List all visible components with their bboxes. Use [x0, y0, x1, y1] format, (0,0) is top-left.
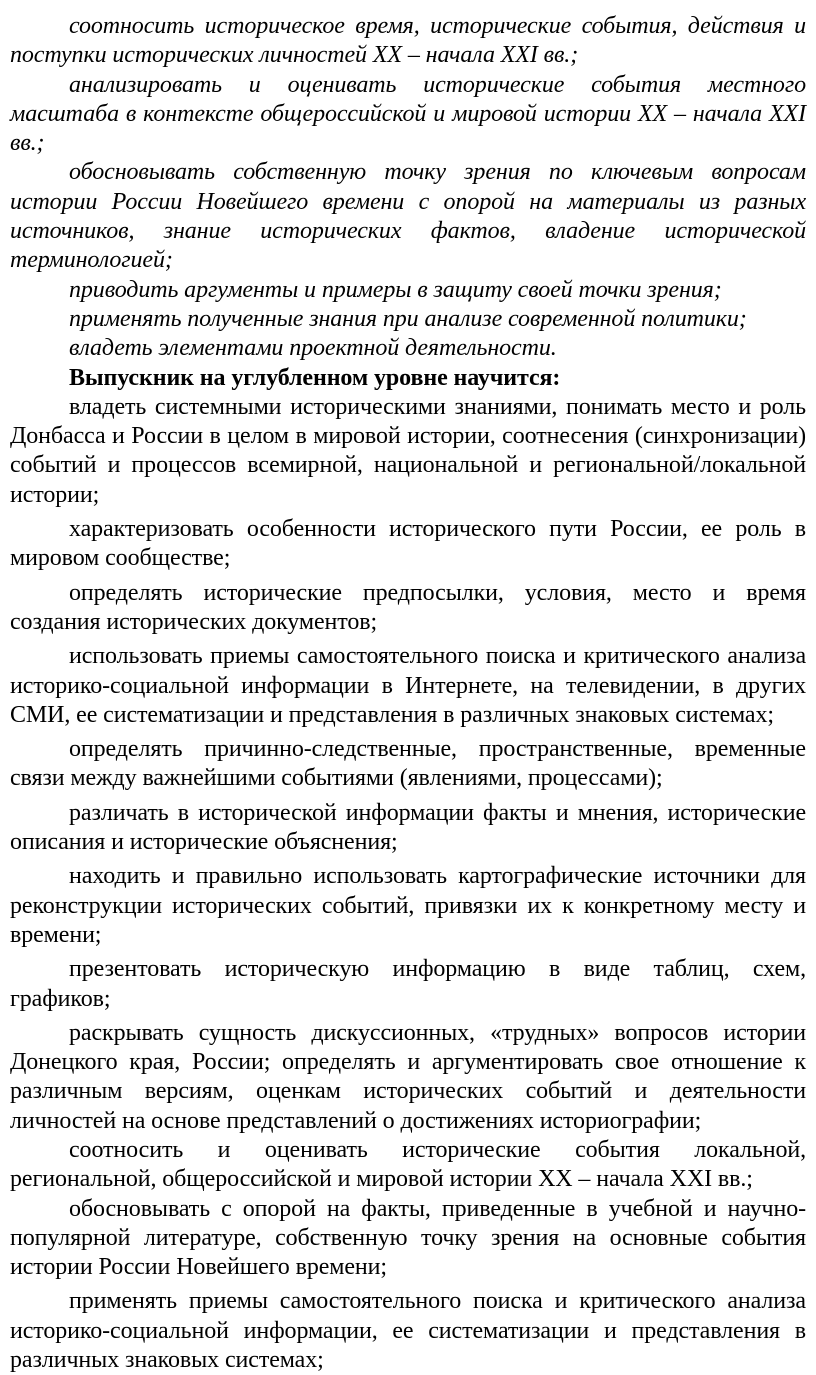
list-item-11: обосновывать с опорой на факты, приведенные в учебной и научно-популярной литературе, собственную точку зрения на основные события истории России Новейшего времени; — [10, 1195, 806, 1281]
list-item-5: определять причинно-следственные, пространственные, временные связи между важнейшими событиями (явлениями, процессами); — [10, 736, 806, 792]
italic-item-1: соотносить историческое время, исторические события, действия и поступки исторических личностей XX – начала XXI вв.; — [10, 13, 806, 69]
list-item-7: находить и правильно использовать картографические источники для реконструкции исторических событий, привязки их к конкретному месту и времени; — [10, 863, 806, 948]
italic-item-5: применять полученные знания при анализе современной политики; — [69, 305, 747, 332]
section-heading: Выпускник на углубленном уровне научится: — [69, 364, 561, 391]
list-item-1: владеть системными историческими знаниями, понимать место и роль Донбасса и России в целом в мировой истории, соотнесения (синхронизации) событий и процессов всемирной, национальной и региональной/локальной истории; — [10, 393, 806, 508]
list-item-12: применять приемы самостоятельного поиска и критического анализа историко-социальной информации, ее систематизации и представления в различных знаковых системах; — [10, 1288, 806, 1374]
list-item-9: раскрывать сущность дискуссионных, «трудных» вопросов истории Донецкого края, России; определять и аргументировать свое отношение к различным версиям, оценкам исторических событий и деятельности личностей на основе представлений о достижениях историографии; — [10, 1019, 806, 1134]
list-item-2: характеризовать особенности исторического пути России, ее роль в мировом сообществе; — [10, 516, 806, 572]
italic-item-3: обосновывать собственную точку зрения по ключевым вопросам истории России Новейшего времени с опорой на материалы из разных источников, знание исторических фактов, владение исторической терминологией; — [10, 159, 806, 274]
italic-item-6: владеть элементами проектной деятельности. — [69, 335, 557, 362]
list-item-8: презентовать историческую информацию в виде таблиц, схем, графиков; — [10, 956, 806, 1012]
list-item-4: использовать приемы самостоятельного поиска и критического анализа историко-социальной информации в Интернете, на телевидении, в других СМИ, ее систематизации и представления в различных знаковых системах; — [10, 643, 806, 728]
italic-item-4: приводить аргументы и примеры в защиту своей точки зрения; — [69, 276, 722, 303]
italic-item-2: анализировать и оценивать исторические события местного масштаба в контексте общероссийской и мировой истории XX – начала XXI вв.; — [10, 71, 806, 157]
list-item-6: различать в исторической информации факты и мнения, исторические описания и исторические объяснения; — [10, 799, 806, 856]
list-item-3: определять исторические предпосылки, условия, место и время создания исторических документов; — [10, 579, 806, 635]
list-item-10: соотносить и оценивать исторические события локальной, региональной, общероссийской и мировой истории XX – начала XXI вв.; — [10, 1136, 806, 1193]
